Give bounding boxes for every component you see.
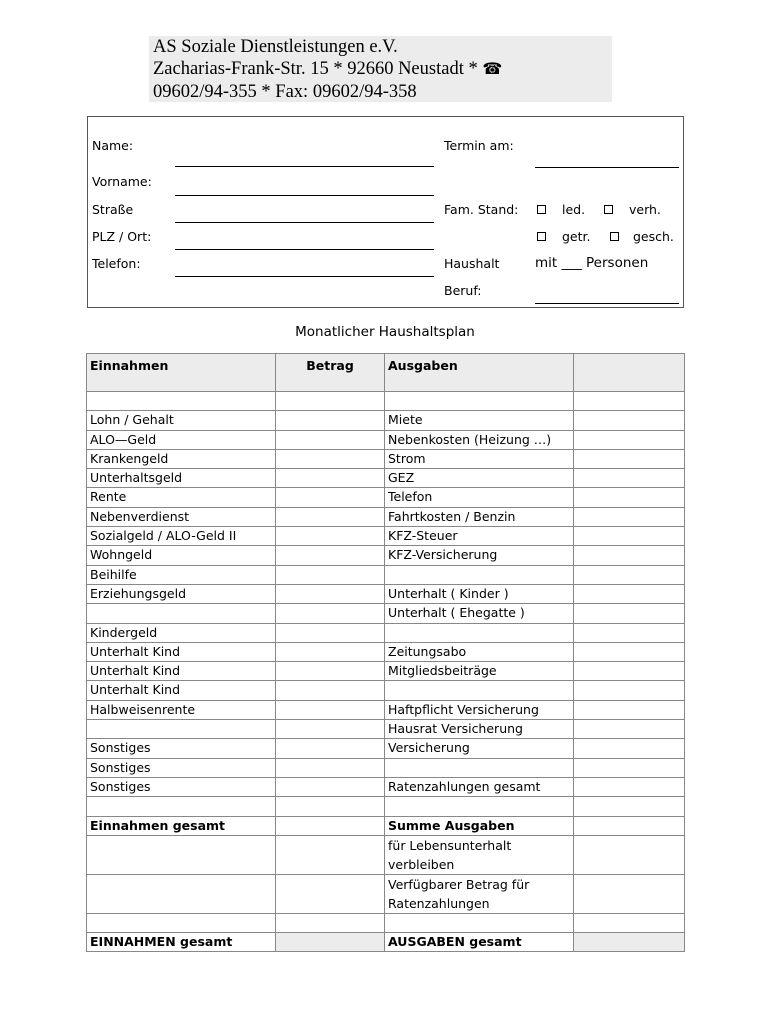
grand-totals-row	[87, 933, 685, 952]
organization-header	[149, 36, 612, 102]
vorname-label: Vorname:	[92, 174, 152, 189]
income-amount-cell[interactable]	[276, 739, 385, 758]
expense-label: Unterhalt ( Ehegatte )	[385, 604, 574, 623]
income-amount-cell[interactable]	[276, 449, 385, 468]
expense-label: Fahrtkosten / Benzin	[385, 507, 574, 526]
empty-cell	[87, 874, 276, 913]
expense-grand-total-amount[interactable]	[574, 933, 685, 952]
income-label: Rente	[87, 488, 276, 507]
income-label: Halbweisenrente	[87, 700, 276, 719]
expense-label: Strom	[385, 449, 574, 468]
table-row	[87, 739, 685, 758]
income-label: Unterhalt Kind	[87, 642, 276, 661]
table-row	[87, 392, 685, 411]
income-amount-cell[interactable]	[276, 681, 385, 700]
vorname-field[interactable]	[175, 195, 434, 196]
empty-cell	[385, 913, 574, 932]
geschieden-checkbox[interactable]	[610, 232, 619, 241]
expense-label	[385, 392, 574, 411]
income-amount-cell[interactable]	[276, 546, 385, 565]
expense-amount-cell[interactable]	[574, 739, 685, 758]
table-row	[87, 565, 685, 584]
expense-label: Haftpflicht Versicherung	[385, 700, 574, 719]
expense-amount-cell[interactable]	[574, 720, 685, 739]
income-grand-total-amount[interactable]	[276, 933, 385, 952]
expense-label: Mitgliedsbeiträge	[385, 662, 574, 681]
remaining-label: für Lebensunterhalt verbleiben	[385, 835, 574, 874]
income-amount-cell[interactable]	[276, 469, 385, 488]
ledig-checkbox[interactable]	[537, 205, 546, 214]
income-amount-cell[interactable]	[276, 604, 385, 623]
expense-amount-cell[interactable]	[574, 700, 685, 719]
table-row	[87, 411, 685, 430]
expense-amount-cell[interactable]	[574, 411, 685, 430]
beruf-field[interactable]	[535, 303, 679, 304]
expense-label: KFZ-Versicherung	[385, 546, 574, 565]
getrennt-label: getr.	[562, 229, 591, 244]
expense-label	[385, 758, 574, 777]
expense-label: Unterhalt ( Kinder )	[385, 584, 574, 603]
expense-label	[385, 681, 574, 700]
plz-ort-label: PLZ / Ort:	[92, 229, 152, 244]
expense-amount-cell[interactable]	[574, 488, 685, 507]
column-ausgaben: Ausgaben	[385, 354, 574, 392]
expense-amount-cell[interactable]	[574, 392, 685, 411]
fam-stand-label: Fam. Stand:	[444, 202, 519, 217]
expense-grand-total-label: AUSGABEN gesamt	[385, 933, 574, 952]
expense-amount-cell[interactable]	[574, 797, 685, 816]
income-label	[87, 797, 276, 816]
income-amount-cell[interactable]	[276, 623, 385, 642]
income-amount-cell[interactable]	[276, 507, 385, 526]
income-label: Wohngeld	[87, 546, 276, 565]
expense-label	[385, 565, 574, 584]
income-amount-cell[interactable]	[276, 488, 385, 507]
verheiratet-checkbox[interactable]	[604, 205, 613, 214]
income-amount-cell[interactable]	[276, 700, 385, 719]
expense-amount-cell[interactable]	[574, 777, 685, 796]
income-label: Beihilfe	[87, 565, 276, 584]
expense-amount-cell[interactable]	[574, 584, 685, 603]
column-ausgaben-betrag	[574, 354, 685, 392]
column-betrag: Betrag	[276, 354, 385, 392]
income-amount-cell[interactable]	[276, 777, 385, 796]
income-total-amount[interactable]	[276, 816, 385, 835]
available-row	[87, 874, 685, 913]
table-row	[87, 507, 685, 526]
ledig-label: led.	[562, 202, 586, 217]
income-total-label: Einnahmen gesamt	[87, 816, 276, 835]
telefon-field[interactable]	[175, 276, 434, 277]
income-label: Sonstiges	[87, 777, 276, 796]
expense-amount-cell[interactable]	[574, 527, 685, 546]
plan-title: Monatlicher Haushaltsplan	[295, 324, 475, 340]
empty-cell	[276, 913, 385, 932]
available-label: Verfügbarer Betrag für Ratenzahlungen	[385, 874, 574, 913]
income-label: ALO—Geld	[87, 430, 276, 449]
income-label: Lohn / Gehalt	[87, 411, 276, 430]
expense-label: Versicherung	[385, 739, 574, 758]
geschieden-label: gesch.	[633, 229, 674, 244]
income-amount-cell[interactable]	[276, 565, 385, 584]
verheiratet-label: verh.	[629, 202, 661, 217]
empty-cell	[276, 874, 385, 913]
strasse-label: Straße	[92, 202, 134, 217]
expense-total-amount[interactable]	[574, 816, 685, 835]
spacer-row	[87, 913, 685, 932]
expense-amount-cell[interactable]	[574, 758, 685, 777]
telefon-label: Telefon:	[92, 256, 141, 271]
income-amount-cell[interactable]	[276, 642, 385, 661]
expense-label: GEZ	[385, 469, 574, 488]
table-row	[87, 604, 685, 623]
income-label	[87, 392, 276, 411]
table-row	[87, 777, 685, 796]
income-label: Sozialgeld / ALO-Geld II	[87, 527, 276, 546]
org-address	[153, 58, 612, 81]
expense-label: Nebenkosten (Heizung …)	[385, 430, 574, 449]
income-amount-cell[interactable]	[276, 411, 385, 430]
income-label: Nebenverdienst	[87, 507, 276, 526]
remaining-amount[interactable]	[574, 835, 685, 874]
org-address-text: Zacharias-Frank-Str. 15 * 92660 Neustadt *	[153, 59, 478, 79]
phone-icon: ☎	[482, 61, 503, 78]
termin-field[interactable]	[535, 167, 679, 168]
haushalt-personen[interactable]: mit ___ Personen	[535, 255, 649, 271]
expense-label	[385, 623, 574, 642]
expense-amount-cell[interactable]	[574, 681, 685, 700]
expense-total-label: Summe Ausgaben	[385, 816, 574, 835]
table-row	[87, 720, 685, 739]
table-row	[87, 797, 685, 816]
haushalt-label: Haushalt	[444, 256, 500, 271]
income-label	[87, 604, 276, 623]
expense-label: KFZ-Steuer	[385, 527, 574, 546]
available-amount[interactable]	[574, 874, 685, 913]
income-amount-cell[interactable]	[276, 430, 385, 449]
income-label: Unterhalt Kind	[87, 662, 276, 681]
income-amount-cell[interactable]	[276, 584, 385, 603]
table-row	[87, 642, 685, 661]
income-label: Sonstiges	[87, 758, 276, 777]
expense-label: Hausrat Versicherung	[385, 720, 574, 739]
table-row	[87, 681, 685, 700]
expense-amount-cell[interactable]	[574, 430, 685, 449]
table-row	[87, 584, 685, 603]
table-header-row	[87, 354, 685, 392]
income-label	[87, 720, 276, 739]
expense-amount-cell[interactable]	[574, 449, 685, 468]
name-field[interactable]	[175, 166, 434, 167]
expense-amount-cell[interactable]	[574, 662, 685, 681]
getrennt-checkbox[interactable]	[537, 232, 546, 241]
strasse-field[interactable]	[175, 222, 434, 223]
empty-cell	[87, 913, 276, 932]
table-row	[87, 430, 685, 449]
empty-cell	[574, 913, 685, 932]
org-phone-fax: 09602/94-355 * Fax: 09602/94-358	[153, 82, 417, 102]
table-row	[87, 546, 685, 565]
income-label: Unterhalt Kind	[87, 681, 276, 700]
income-label: Unterhaltsgeld	[87, 469, 276, 488]
expense-amount-cell[interactable]	[574, 546, 685, 565]
expense-amount-cell[interactable]	[574, 469, 685, 488]
table-row	[87, 758, 685, 777]
table-row	[87, 662, 685, 681]
table-row	[87, 469, 685, 488]
income-grand-total-label: EINNAHMEN gesamt	[87, 933, 276, 952]
income-label: Kindergeld	[87, 623, 276, 642]
income-label: Sonstiges	[87, 739, 276, 758]
client-info-box	[87, 116, 684, 308]
income-amount-cell[interactable]	[276, 758, 385, 777]
table-row	[87, 700, 685, 719]
table-row	[87, 527, 685, 546]
income-amount-cell[interactable]	[276, 527, 385, 546]
expense-label: Ratenzahlungen gesamt	[385, 777, 574, 796]
expense-amount-cell[interactable]	[574, 642, 685, 661]
expense-label: Telefon	[385, 488, 574, 507]
totals-row	[87, 816, 685, 835]
org-name: AS Soziale Dienstleistungen e.V.	[153, 37, 398, 57]
expense-amount-cell[interactable]	[574, 604, 685, 623]
income-amount-cell[interactable]	[276, 797, 385, 816]
budget-table	[86, 353, 685, 952]
income-amount-cell[interactable]	[276, 662, 385, 681]
empty-cell	[87, 835, 276, 874]
expense-amount-cell[interactable]	[574, 507, 685, 526]
beruf-label: Beruf:	[444, 283, 482, 298]
name-label: Name:	[92, 138, 134, 153]
income-label: Erziehungsgeld	[87, 584, 276, 603]
table-row	[87, 623, 685, 642]
column-einnahmen: Einnahmen	[87, 354, 276, 392]
plz-ort-field[interactable]	[175, 249, 434, 250]
income-amount-cell[interactable]	[276, 392, 385, 411]
income-label: Krankengeld	[87, 449, 276, 468]
table-row	[87, 449, 685, 468]
remaining-row	[87, 835, 685, 874]
expense-label: Miete	[385, 411, 574, 430]
termin-label: Termin am:	[444, 138, 514, 153]
expense-amount-cell[interactable]	[574, 623, 685, 642]
empty-cell	[276, 835, 385, 874]
table-row	[87, 488, 685, 507]
expense-amount-cell[interactable]	[574, 565, 685, 584]
expense-label: Zeitungsabo	[385, 642, 574, 661]
expense-label	[385, 797, 574, 816]
income-amount-cell[interactable]	[276, 720, 385, 739]
